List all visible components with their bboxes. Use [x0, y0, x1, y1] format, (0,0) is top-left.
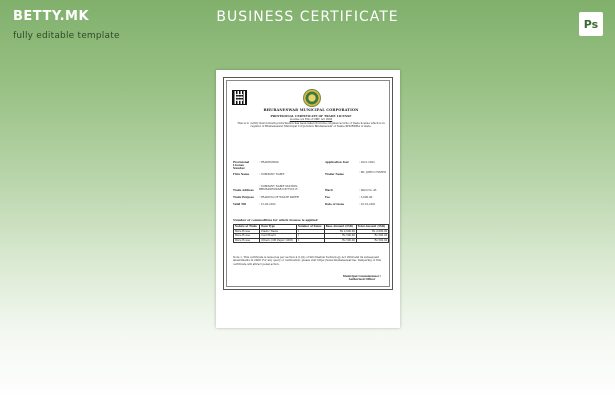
trade-purpose-value: : TRADING OF WASTE PAPER [259, 196, 299, 199]
table-cell: 1 [296, 229, 324, 234]
trade-purpose-label: Trade Purpose [233, 196, 255, 199]
valid-till-label: Valid Till [233, 203, 247, 206]
trade-address-value: : COMPANY NAME STATION, BHUBANESWAR-NIC751015 [259, 185, 299, 192]
table-cell: Ware House [234, 229, 260, 234]
firm-name-label: Firm Name [233, 173, 250, 176]
certificate-border [223, 77, 393, 290]
intro-paragraph: This is to certify that following information has been taken from the original records of trade license which is in register of Bhubaneswar Municipal Corporation Bhubaneswar of Name KHORDHA of state. [237, 122, 385, 129]
firm-name-value: : COMPANY NAME [259, 173, 285, 176]
table-cell: Rs 500.00 [324, 238, 356, 243]
table-cell: Plastic Waste [260, 229, 297, 234]
table-cell: Rs 2,000.00 [324, 229, 356, 234]
fee-label: Fee [325, 196, 330, 199]
app-badge-label: Ps [583, 17, 599, 31]
ward-value: : Ward No 43 [359, 189, 377, 192]
organization-name: BHUBANESWAR MUNICIPAL CORPORATION [263, 108, 359, 112]
photoshop-icon [579, 12, 603, 36]
table-cell: Others (OM Paper, GSM) [260, 238, 297, 243]
table-cell: Rs 2,000.00 [356, 229, 388, 234]
table-cell: Ware House [234, 234, 260, 239]
license-number-label: Provisional License Number [233, 161, 250, 171]
application-year-value: : 2021-2022 [359, 161, 375, 164]
trader-name-value: : Mr. JOHN CITIZEN [359, 171, 387, 174]
table-cell: Rs 500.00 [356, 238, 388, 243]
certificate-sheet [216, 70, 400, 328]
date-of-issue-value: : 25-10-2021 [359, 203, 376, 206]
page-title: BUSINESS CERTIFICATE [216, 9, 399, 25]
application-year-label: Application Year [325, 161, 349, 164]
trade-address-label: Trade Address [233, 189, 254, 192]
table-cell: Card Board [260, 234, 297, 239]
certificate-note: Note 1. This certificate is issued as per section 4 (1)(b) of Information Technology Act 2000 and its subsequent amendments in 2008. For any query or verification, please visit https://www.bhubaneswar.me. Tampering of this certificate will attract penal action. [233, 256, 381, 266]
document-title: PROVISIONAL CERTIFICATE OF TRADE LICENSE [270, 113, 352, 118]
column-header: Nature of Trade [234, 225, 260, 230]
brand-logo: BETTY.MK [13, 9, 90, 24]
qr-code-icon [233, 91, 246, 104]
certificate-inner-border [226, 80, 390, 287]
column-header: Total Amount (INR) [356, 225, 388, 230]
column-header: Item Type [260, 225, 297, 230]
table-cell: Rs 500.00 [356, 234, 388, 239]
trader-name-label: Trader Name [325, 173, 344, 176]
brand-subtitle: fully editable template [13, 31, 120, 41]
signature-block: Municipal Commissioner / Authorised Officer [342, 275, 382, 282]
act-line: License u/s 554 of OMC Act 2003 [289, 117, 333, 121]
table-row [234, 238, 389, 243]
municipal-seal-icon [303, 89, 321, 107]
license-number-value: : TRADE05699 [259, 161, 279, 164]
column-header: Number of items [296, 225, 324, 230]
valid-till-value: : 31-03-2022 [259, 203, 276, 206]
fee-value: : 5,000.00 [359, 196, 373, 199]
table-cell: Rs 500.00 [324, 234, 356, 239]
column-header: Base Amount (INR) [324, 225, 356, 230]
table-cell: 1 [296, 238, 324, 243]
table-cell: 1 [296, 234, 324, 239]
commodities-heading: Number of commodities for which license is applied [233, 218, 318, 222]
commodities-table [233, 224, 389, 243]
date-of-issue-label: Date of Issue [325, 203, 345, 206]
ward-label: Ward [325, 189, 333, 192]
table-cell: Ware House [234, 238, 260, 243]
